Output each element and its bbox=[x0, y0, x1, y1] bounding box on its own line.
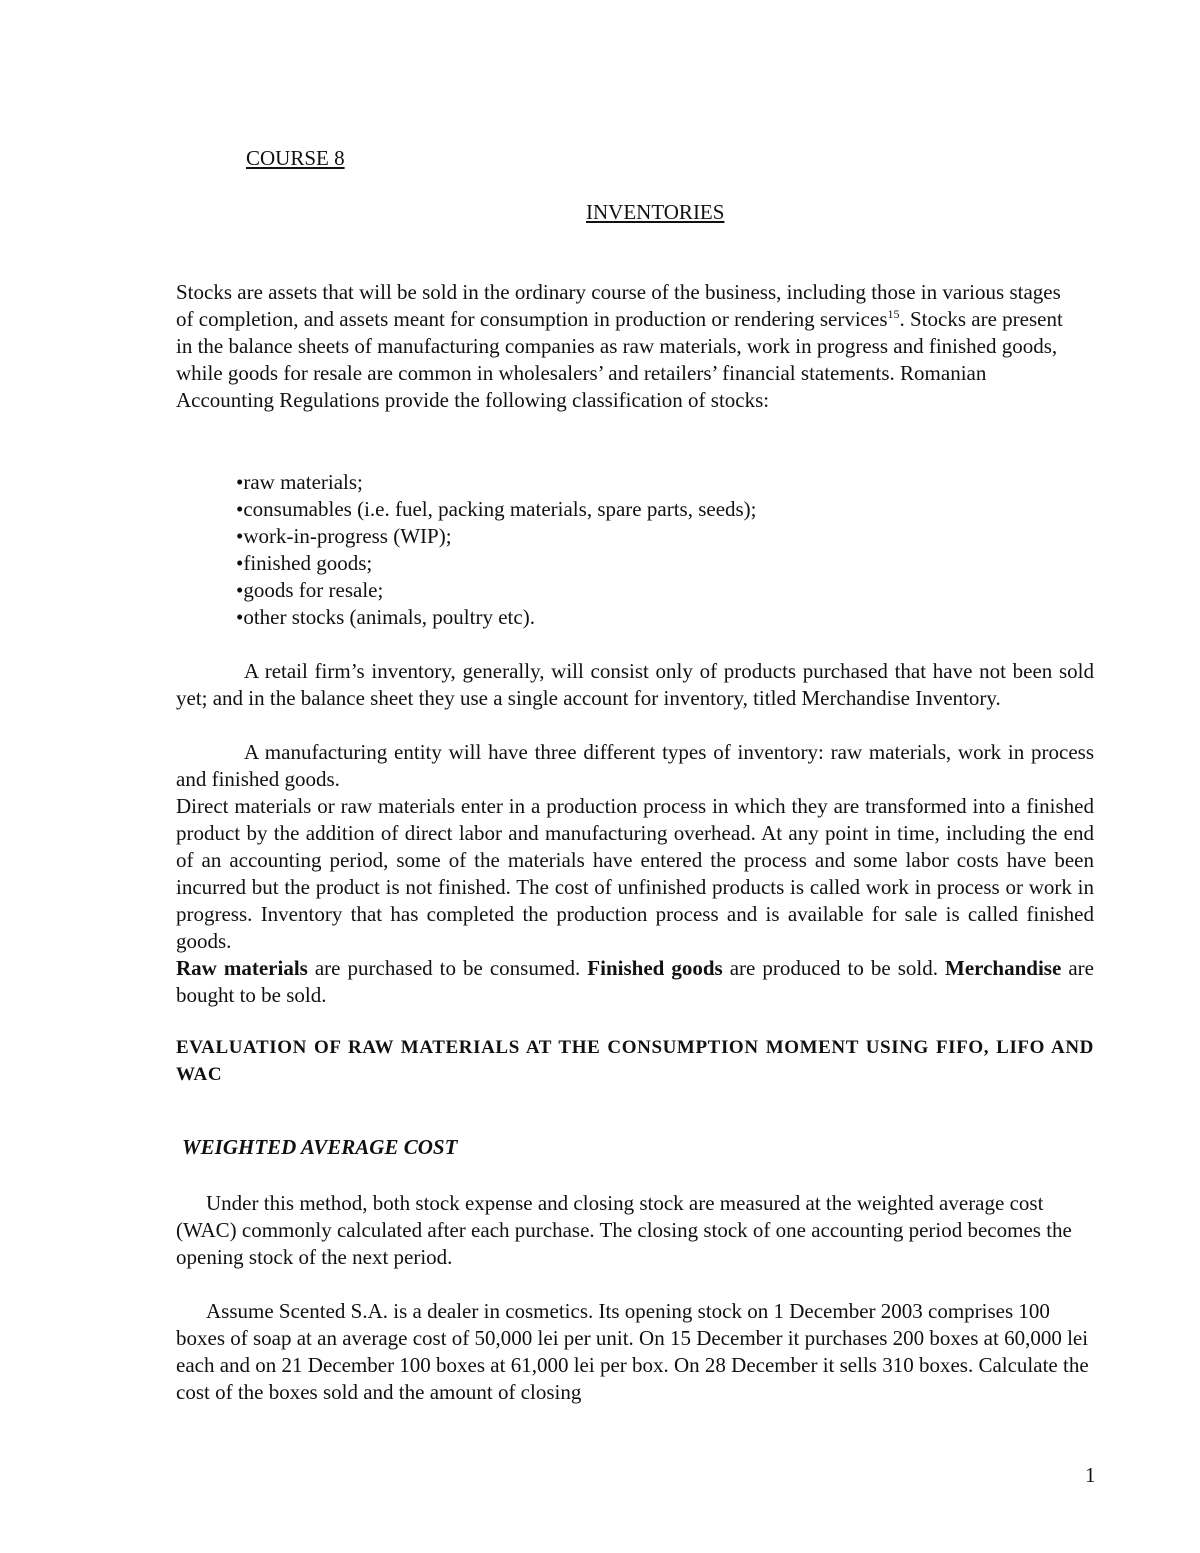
definitions-paragraph bbox=[176, 955, 1094, 1009]
intro-text-continued: . Stocks are present in the balance sheets of manufacturing companies as raw materials, work in progress and finished goods, while goods for resale are common in wholesalers’ and retailers’ financial statements. Romanian Accounting Regulations provide the following classification of stocks: bbox=[176, 307, 1063, 412]
stock-classification-list bbox=[236, 469, 757, 631]
wac-heading: WEIGHTED AVERAGE COST bbox=[182, 1135, 458, 1159]
manufacturing-paragraph: A manufacturing entity will have three different types of inventory: raw materials, work in process and finished goods. bbox=[176, 740, 1094, 791]
intro-paragraph bbox=[176, 279, 1066, 414]
page-number: 1 bbox=[1085, 1463, 1096, 1487]
list-item: •finished goods; bbox=[236, 551, 373, 575]
direct-materials-paragraph: Direct materials or raw materials enter in a production process in which they are transformed into a finished product by the addition of direct labor and manufacturing overhead. At any point in time, including the end of an accounting period, some of the materials have entered the process and some labor costs have been incurred but the product is not finished. The cost of unfinished products is called work in process or work in progress. Inventory that has completed the production process and is available for sale is called finished goods. bbox=[176, 794, 1094, 953]
list-item: •other stocks (animals, poultry etc). bbox=[236, 605, 535, 629]
definition-text: are produced to be sold. bbox=[722, 956, 946, 980]
term-raw-materials: Raw materials bbox=[176, 956, 308, 980]
footnote-ref[interactable]: 15 bbox=[887, 307, 900, 321]
term-finished-goods: Finished goods bbox=[587, 956, 723, 980]
term-merchandise: Merchandise bbox=[945, 956, 1062, 980]
intro-text: Stocks are assets that will be sold in the ordinary course of the business, including those in various stages of completion, and assets meant for consumption in production or rendering services bbox=[176, 280, 1061, 331]
course-label: COURSE 8 bbox=[246, 146, 345, 170]
list-item: •goods for resale; bbox=[236, 578, 384, 602]
definition-text: are bought to be sold. bbox=[176, 956, 1094, 1007]
wac-example-paragraph: Assume Scented S.A. is a dealer in cosmetics. Its opening stock on 1 December 2003 comprises 100 boxes of soap at an average cost of 50,000 lei per unit. On 15 December it purchases 200 boxes at 60,000 lei each and on 21 December 100 boxes at 61,000 lei per box. On 28 December it sells 310 boxes. Calculate the cost of the boxes sold and the amount of closing bbox=[176, 1299, 1089, 1404]
page-title: INVENTORIES bbox=[586, 200, 725, 224]
list-item: •work-in-progress (WIP); bbox=[236, 524, 452, 548]
wac-method-paragraph: Under this method, both stock expense and closing stock are measured at the weighted average cost (WAC) commonly calculated after each purchase. The closing stock of one accounting period becomes the opening stock of the next period. bbox=[176, 1191, 1072, 1269]
list-item: •raw materials; bbox=[236, 470, 363, 494]
list-item: •consumables (i.e. fuel, packing materials, spare parts, seeds); bbox=[236, 497, 757, 521]
definition-text: are purchased to be consumed. bbox=[307, 956, 588, 980]
evaluation-heading: EVALUATION OF RAW MATERIALS AT THE CONSUMPTION MOMENT USING FIFO, LIFO AND WAC bbox=[176, 1037, 1094, 1085]
retail-paragraph: A retail firm’s inventory, generally, will consist only of products purchased that have not been sold yet; and in the balance sheet they use a single account for inventory, titled Merchandise Inventory. bbox=[176, 659, 1094, 710]
